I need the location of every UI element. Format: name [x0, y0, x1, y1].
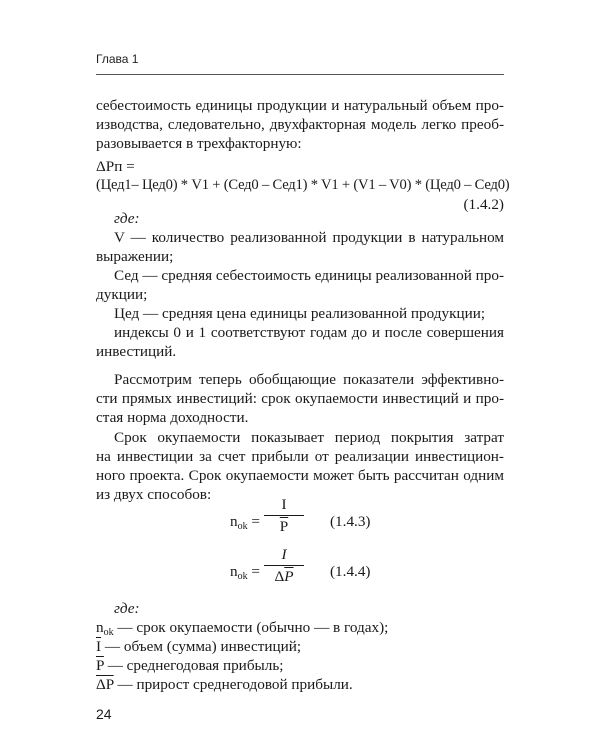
definition-line: индексы 0 и 1 соответствуют годам до и после совершения [114, 324, 504, 341]
definition-line: инвестиций. [96, 343, 177, 360]
text-line: стая норма доходности. [96, 409, 249, 426]
text-line: сти прямых инвестиций: срок окупаемости инвестиций и про- [96, 390, 504, 407]
definition-line: Сед — средняя себестоимость единицы реализованной про- [114, 267, 505, 284]
definition-line: выражении; [96, 248, 174, 265]
chapter-header: Глава 1 [96, 52, 139, 66]
text-line: разовывается в трехфакторную: [96, 135, 302, 152]
equation-number: (1.4.2) [463, 196, 504, 213]
definition-line: $\overline{I}$ — объем (сумма) инвестиций; [96, 638, 302, 655]
definition-line: $\overline{\Delta P}$ — прирост среднегодовой прибыли. [96, 676, 353, 693]
text-line: на инвестиции за счет прибыли от реализации инвестицион- [96, 448, 504, 465]
where-label: где: [114, 210, 140, 227]
fraction [264, 495, 304, 536]
equation-number: (1.4.3) [330, 513, 371, 530]
formula-lhs: ΔPп = [96, 158, 135, 175]
definition-line: Цед — средняя цена единицы реализованной продукции; [114, 305, 486, 322]
text-line: себестоимость единицы продукции и натуральный объем про- [96, 97, 504, 114]
where-label: где: [114, 600, 140, 617]
formula-lhs: $n_{ok}$ = [230, 513, 260, 532]
denominator: $\Delta\overline{P}$ [274, 568, 294, 585]
page-number: 24 [96, 706, 112, 722]
equation-number: (1.4.4) [330, 563, 371, 580]
definition-line: дукции; [96, 286, 148, 303]
definition-line: $\overline{P}$ — среднегодовая прибыль; [96, 657, 284, 674]
formula-rhs: (Цед1– Цед0) * V1 + (Сед0 – Сед1) * V1 + (V1 – V0) * (Цед0 – Сед0) [96, 177, 510, 193]
text-line: из двух способов: [96, 486, 212, 503]
denominator: P [279, 518, 289, 535]
fraction [264, 545, 304, 586]
text-line: изводства, следовательно, двухфакторная модель легко преоб- [96, 116, 504, 133]
text-line: Рассмотрим теперь обобщающие показатели эффективно- [114, 371, 504, 388]
numerator: I [281, 496, 287, 513]
text-line: Срок окупаемости показывает период покрытия затрат [114, 429, 504, 446]
definition-line: $n_{ok}$ — срок окупаемости (обычно — в годах); [96, 619, 389, 638]
definition-line: V — количество реализованной продукции в натуральном [114, 229, 504, 246]
text-line: ного проекта. Срок окупаемости может быть рассчитан одним [96, 467, 504, 484]
header-rule [96, 74, 504, 75]
numerator: I [281, 546, 287, 563]
formula-lhs: $n_{ok}$ = [230, 563, 260, 582]
